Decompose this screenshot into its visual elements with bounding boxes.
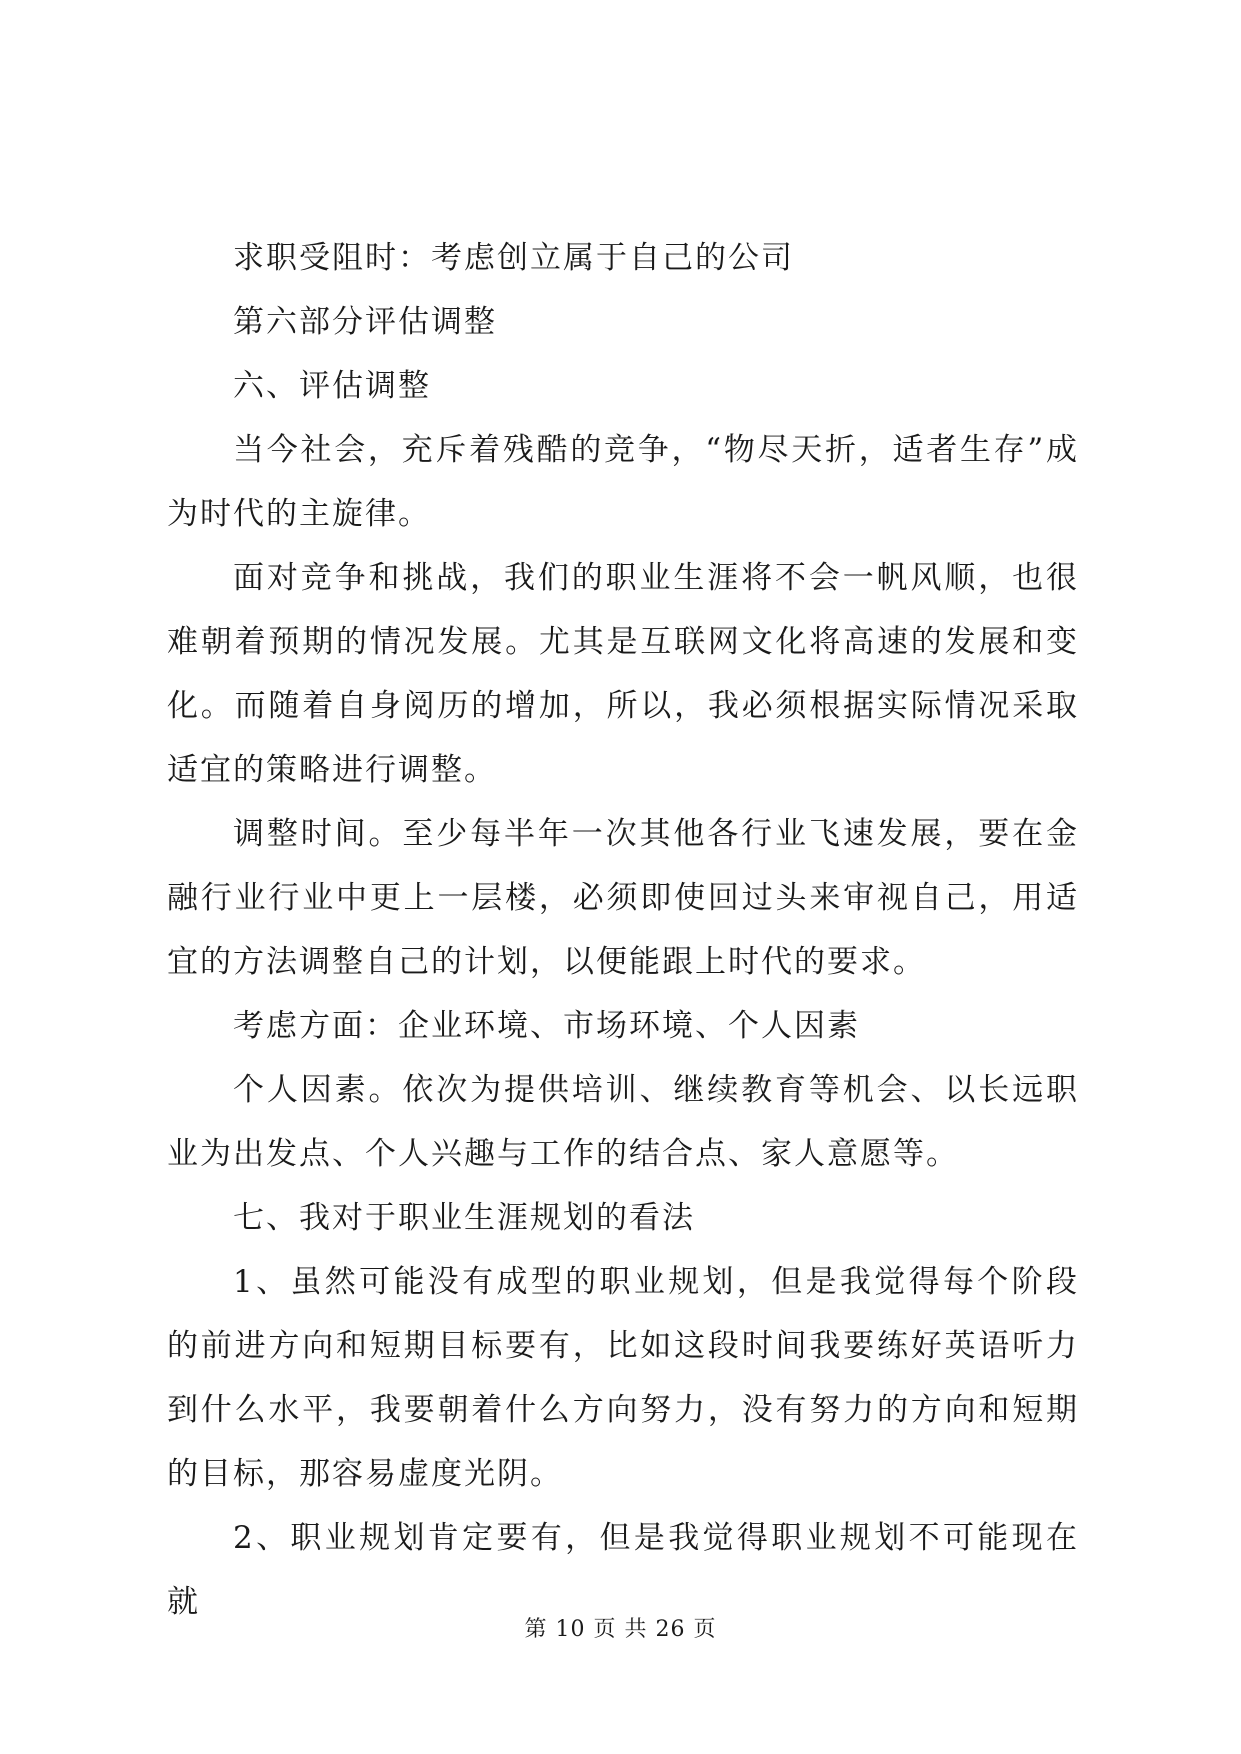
paragraph: 个人因素。依次为提供培训、继续教育等机会、以长远职业为出发点、个人兴趣与工作的结合点、家人意愿等。 [167,1072,1079,1172]
paragraph: 2、职业规划肯定要有，但是我觉得职业规划不可能现在就 [167,1520,1079,1620]
section-heading: 七、我对于职业生涯规划的看法 [233,1200,695,1236]
paragraph: 面对竞争和挑战，我们的职业生涯将不会一帆风顺，也很难朝着预期的情况发展。尤其是互联网文化将高速的发展和变化。而随着自身阅历的增加，所以，我必须根据实际情况采取适宜的策略进行调整。 [167,560,1079,788]
section-heading: 六、评估调整 [233,368,431,404]
paragraph: 求职受阻时：考虑创立属于自己的公司 [233,240,794,276]
paragraph: 考虑方面：企业环境、市场环境、个人因素 [233,1008,860,1044]
document-body [167,226,1079,1634]
paragraph: 调整时间。至少每半年一次其他各行业飞速发展，要在金融行业行业中更上一层楼，必须即使回过头来审视自己，用适宜的方法调整自己的计划，以便能跟上时代的要求。 [167,816,1079,980]
paragraph: 1、虽然可能没有成型的职业规划，但是我觉得每个阶段的前进方向和短期目标要有，比如这段时间我要练好英语听力到什么水平，我要朝着什么方向努力，没有努力的方向和短期的目标，那容易虚度光阴。 [167,1264,1079,1492]
paragraph: 当今社会，充斥着残酷的竞争，“物尽天折，适者生存”成为时代的主旋律。 [167,432,1079,532]
section-heading: 第六部分评估调整 [233,304,497,340]
page-footer: 第 10 页 共 26 页 [524,1617,717,1642]
